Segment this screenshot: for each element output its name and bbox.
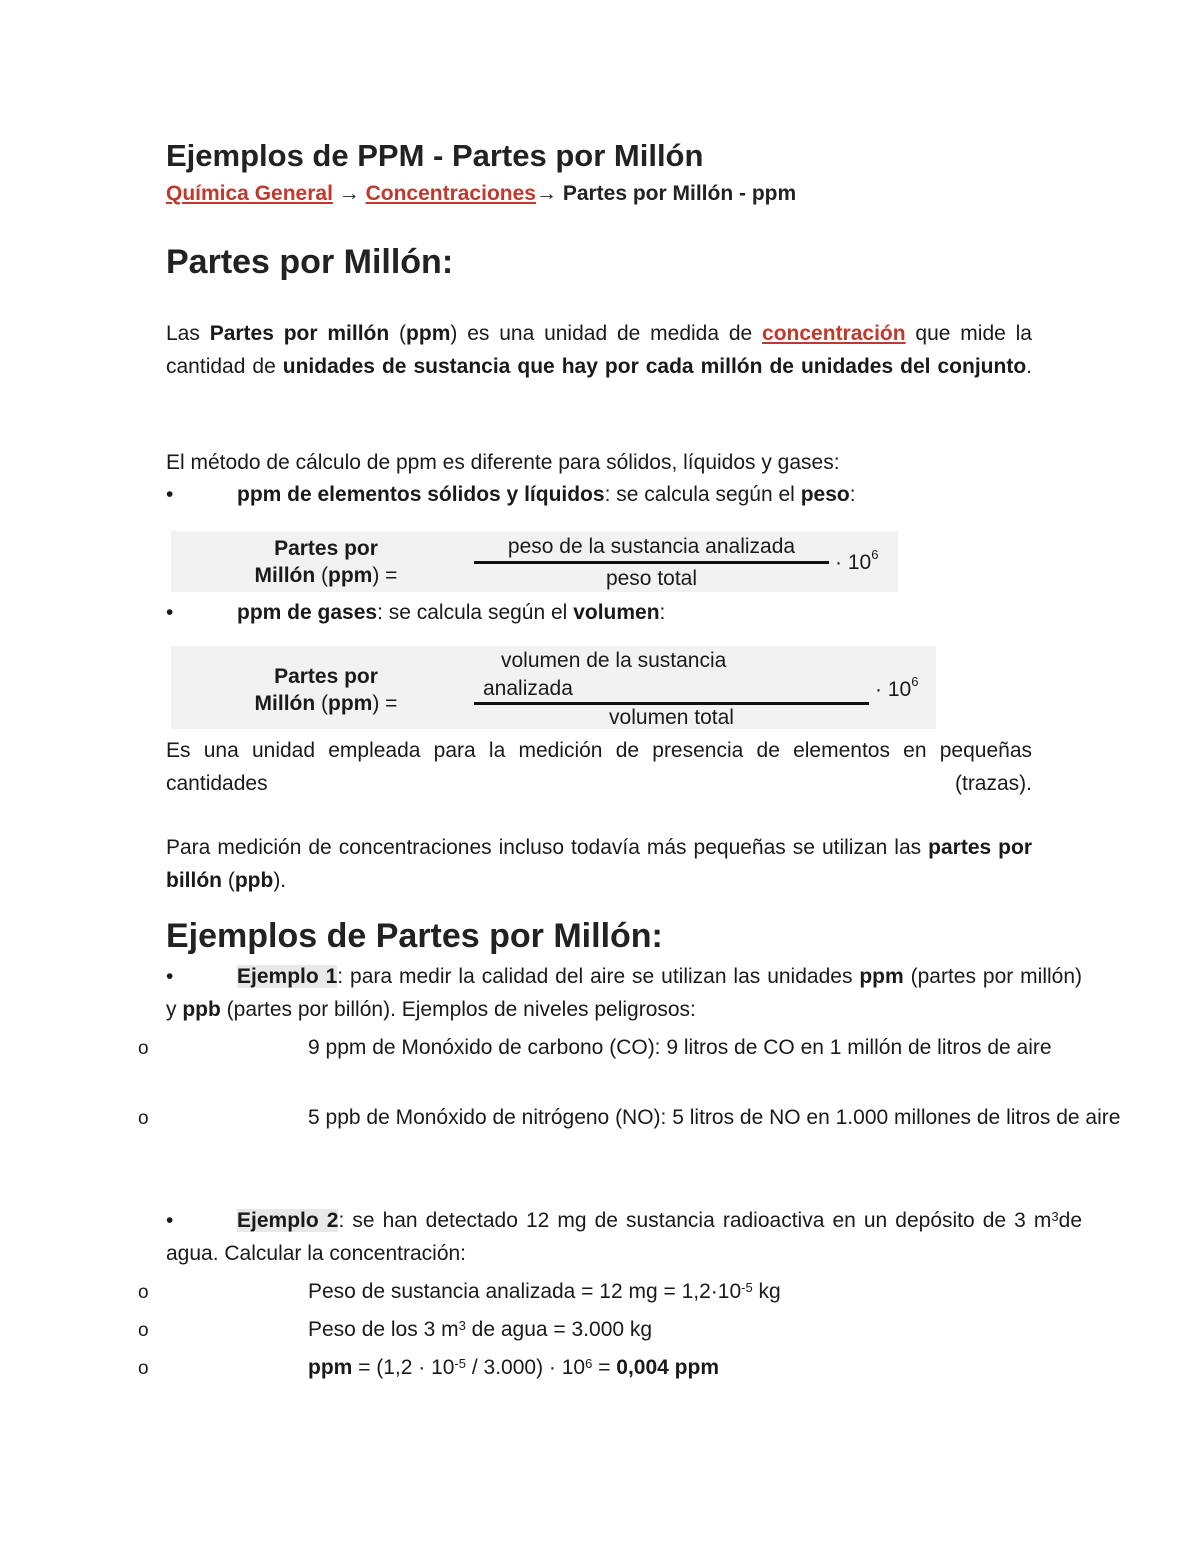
formula-ppm-peso	[171, 531, 898, 592]
link-concentracion[interactable]: concentración	[762, 322, 906, 345]
example-1-label: Ejemplo 1	[237, 965, 338, 988]
usage-paragraph: Es una unidad empleada para la medición de presencia de elementos en pequeñas cantidades (trazas).	[166, 739, 1032, 795]
example-1-item-no: o 5 ppb de Monóxido de nitrógeno (NO): 5 litros de NO en 1.000 millones de litros de aire	[138, 1101, 1130, 1135]
breadcrumb-separator: →	[535, 182, 563, 205]
sub-bullet-marker: o	[138, 1282, 149, 1303]
example-2-label: Ejemplo 2	[237, 1209, 339, 1232]
page-title: Ejemplos de PPM - Partes por Millón	[166, 138, 704, 173]
formula-label: Partes por Millón (ppm) =	[254, 537, 398, 587]
example-2-step-peso-agua: o Peso de los 3 $m^3$ de agua = 3.000 kg	[138, 1313, 1130, 1347]
fraction-bar	[474, 561, 829, 564]
sub-bullet-marker: o	[138, 1320, 149, 1341]
sub-bullet-marker: o	[138, 1108, 149, 1129]
formula-factor: · $10^6$	[835, 547, 879, 574]
formula-numerator: peso de la sustancia analizada	[507, 535, 796, 558]
breadcrumb	[166, 182, 796, 206]
sub-bullet-marker: o	[138, 1038, 149, 1059]
breadcrumb-link-quimica-general[interactable]: Química General	[166, 182, 333, 205]
method-sentence: El método de cálculo de ppm es diferente para sólidos, líquidos y gases:	[166, 451, 840, 474]
formula-ppm-volumen	[171, 646, 936, 729]
intro-paragraph: Las Partes por millón (ppm) es una unidad de medida de concentración que mide la cantidad de unidades de sustancia que hay por cada millón de unidades del conjunto.	[166, 322, 1032, 378]
bullet-marker: •	[166, 1209, 174, 1232]
example-1: • Ejemplo 1: para medir la calidad del aire se utilizan las unidades ppm (partes por millón) y ppb (partes por billón). Ejemplos de niveles peligrosos:	[166, 960, 1082, 1026]
example-2-step-peso-sustancia: o Peso de sustancia analizada = 12 mg = $1,2\cdot 10^{-5}$ kg	[138, 1275, 1130, 1309]
formula-numerator: analizada	[483, 677, 573, 700]
bullet-gases: • ppm de gases: se calcula según el volumen:	[166, 596, 665, 629]
ppb-paragraph: Para medición de concentraciones incluso todavía más pequeñas se utilizan las partes por billón (ppb).	[166, 836, 1033, 892]
fraction-bar	[474, 702, 869, 705]
bullet-marker: •	[166, 483, 174, 506]
formula-denominator: volumen total	[609, 706, 734, 729]
formula-label: Partes por Millón (ppm) =	[254, 665, 398, 715]
bullet-marker: •	[166, 965, 174, 988]
example-1-item-co: o 9 ppm de Monóxido de carbono (CO): 9 litros de CO en 1 millón de litros de aire	[138, 1031, 1130, 1065]
section-heading-partes-por-millon: Partes por Millón:	[166, 243, 454, 281]
breadcrumb-separator: →	[332, 182, 366, 205]
example-2-step-resultado: o ppm = $(1,2 \cdot 10^{-5} / 3.000) \cdot 10^6 = 0,004$ ppm	[138, 1351, 1130, 1385]
section-heading-ejemplos: Ejemplos de Partes por Millón:	[166, 917, 663, 955]
formula-factor: · $10^6$	[875, 674, 919, 701]
breadcrumb-link-concentraciones[interactable]: Concentraciones	[365, 182, 536, 205]
bullet-marker: •	[166, 601, 174, 624]
sub-bullet-marker: o	[138, 1358, 149, 1379]
bullet-solidos-liquidos: • ppm de elementos sólidos y líquidos: se calcula según el peso:	[166, 478, 856, 511]
formula-denominator: peso total	[605, 567, 698, 590]
formula-numerator: volumen de la sustancia	[501, 649, 727, 672]
breadcrumb-current: Partes por Millón - ppm	[562, 182, 797, 205]
example-2: • Ejemplo 2: se han detectado 12 mg de sustancia radioactiva en un depósito de 3 $m^3de$ agua. Calcular la concentración:	[166, 1204, 1082, 1270]
